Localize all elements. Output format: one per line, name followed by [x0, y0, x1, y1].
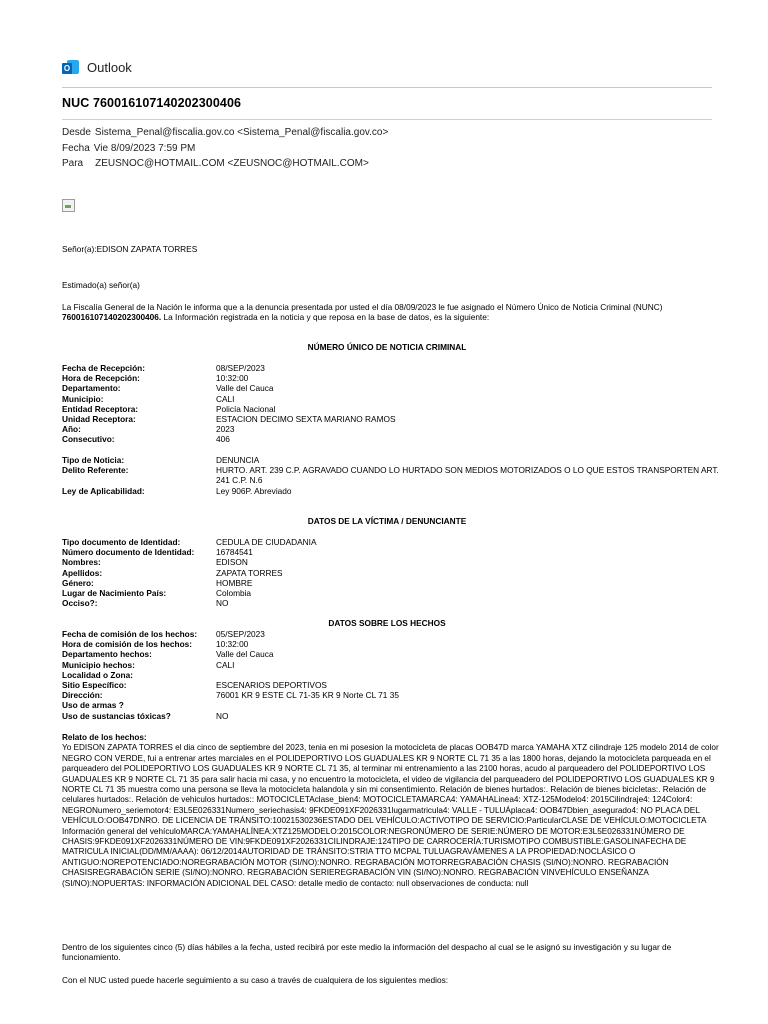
field-label: Occiso?:	[62, 598, 98, 609]
field-value: CEDULA DE CIUDADANIA	[216, 537, 317, 547]
field-value: Valle del Cauca	[216, 649, 274, 660]
to-line	[62, 158, 369, 169]
field-value: ESCENARIOS DEPORTIVOS	[216, 680, 327, 691]
section-title-nunc: NÚMERO ÚNICO DE NOTICIA CRIMINAL	[307, 342, 467, 352]
field-label: Año:	[62, 424, 81, 435]
field-row	[62, 711, 722, 721]
field-label: Género:	[62, 577, 94, 588]
date-label: Fecha	[62, 143, 90, 154]
field-label: Número documento de Identidad:	[62, 547, 195, 558]
field-value: HOMBRE	[216, 577, 253, 588]
field-row	[62, 547, 722, 557]
from-label: Desde	[62, 127, 91, 138]
field-value: Ley 906P. Abreviado	[216, 485, 292, 496]
to-value[interactable]: ZEUSNOC@HOTMAIL.COM <ZEUSNOC@HOTMAIL.COM>	[95, 158, 369, 169]
relato-title: Relato de los hechos:	[62, 733, 147, 742]
field-row	[62, 465, 722, 485]
outlook-icon: O	[62, 59, 79, 76]
field-label: Departamento hechos:	[62, 649, 152, 660]
field-label: Localidad o Zona:	[62, 669, 133, 680]
field-label: Fecha de Recepción:	[62, 363, 145, 373]
field-value: Valle del Cauca	[216, 383, 274, 394]
closing-paragraph-1: Dentro de los siguientes cinco (5) días hábiles a la fecha, usted recibirá por este medio la información del despacho al cual se le asignó su investigación y su lugar de funcionamiento.	[62, 942, 672, 962]
nunc-fields	[62, 363, 722, 445]
date-line	[62, 143, 195, 154]
from-line	[62, 127, 388, 138]
section-title-victima: DATOS DE LA VÍCTIMA / DENUNCIANTE	[307, 516, 467, 526]
field-label: Ley de Aplicabilidad:	[62, 485, 145, 496]
field-label: Nombres:	[62, 557, 101, 568]
field-label: Consecutivo:	[62, 434, 115, 445]
divider	[62, 87, 712, 88]
field-value: Policía Nacional	[216, 403, 276, 414]
field-label: Uso de sustancias tóxicas?	[62, 710, 171, 721]
app-name: Outlook	[87, 59, 132, 75]
field-label: Entidad Receptora:	[62, 403, 139, 414]
field-label: Tipo de Noticia:	[62, 455, 125, 465]
field-row	[62, 578, 722, 588]
field-row	[62, 660, 722, 670]
from-value[interactable]: Sistema_Penal@fiscalia.gov.co <Sistema_Penal@fiscalia.gov.co>	[94, 127, 389, 138]
field-row	[62, 588, 722, 598]
field-row	[62, 455, 722, 465]
date-value: Vie 8/09/2023 7:59 PM	[93, 143, 196, 154]
field-row	[62, 486, 722, 496]
field-row	[62, 568, 722, 578]
field-row	[62, 414, 722, 424]
noticia-fields	[62, 455, 722, 496]
field-row	[62, 680, 722, 690]
closing-paragraph-2: Con el NUC usted puede hacerle seguimiento a su caso a través de cualquiera de los siguientes medios:	[62, 975, 449, 985]
field-label: Sitio Específico:	[62, 680, 127, 691]
field-value: 10:32:00	[216, 373, 249, 384]
field-row	[62, 434, 722, 444]
field-label: Hora de comisión de los hechos:	[62, 639, 193, 650]
field-row	[62, 670, 722, 680]
field-row	[62, 383, 722, 393]
field-value: NO	[216, 598, 229, 609]
greeting: Estimado(a) señor(a)	[62, 280, 140, 290]
field-row	[62, 700, 722, 710]
divider	[62, 119, 712, 120]
field-value: Colombia	[216, 588, 252, 599]
field-value: EDISON	[216, 557, 248, 568]
intro-nunc: 760016107140202300406.	[62, 312, 162, 322]
field-value: 16784541	[216, 547, 253, 558]
field-row	[62, 363, 722, 373]
relato-text: Yo EDISON ZAPATA TORRES el dia cinco de septiembre del 2023, tenia en mi posesion la motocicleta de placas OOB47D marca YAMAHA XTZ cilindraje 125 modelo 2014 de color NEGRO CON VERDE, fui a entrenar artes marciales en el POLIDEPORTIVO LOS GUADUALES KR 9 NORTE CL 71 35 a las 1800 horas, dejando la motocicleta parqueada en el parqueadero del POLIDEPORTIVO LOS GUADUALES KR 9 NORTE CL 71 35, al terminar mi entrenamiento a las 2100 horas, acudo al parqueadero del POLIDEPORTIVO LOS GUADUALES KR 9 NORTE CL 71 35 para salir hacia mi casa, y no encuentro la motocicleta, el video de vigilancia del parqueadero del POLIDEPORTIVO LOS GUADUALES KR 9 NORTE CL 71 35 muestra como una persona se lleva la motocicleta halandola y sin mi consentimiento. Relación de bienes hurtados:. Relación de bienes bicicletas:. Relación de celulares hurtados:. Relación de vehiculos hurtados:: MOTOCICLETAclase_bien4: MOTOCICLETAMARCA4: YAMAHALinea4: XTZ-125Modelo4: 2015Cilindraje4: 124Color4: NEGRONumero_seriemotor4: E3L5E026331Numero_seriechasis4: 9FKDE091XF2026331lugarmatricula4: VALLE - TULUÁplaca4: OOB47Dbien_asegurado4: NO PLACA DEL VEHÍCULO:OOB47DNRO. DE LICENCIA DE TRÁNSITO:10021530236ESTADO DEL VEHÍCULO:ACTIVOTIPO DE SERVICIO:ParticularCLASE DE VEHÍCULO:MOTOCICLETA Información general del vehículoMARCA:YAMAHALÍNEA:XTZ125MODELO:2015COLOR:NEGRONÚMERO DE SERIE:NÚMERO DE MOTOR:E3L5E026331NÚMERO DE CHASIS:9FKDE091XF2026331NÚMERO DE VIN:9FKDE091XF2026331CILINDRAJE:124TIPO DE CARROCERÍA:TURISMOTIPO COMBUSTIBLE:GASOLINAFECHA DE MATRICULA INICIAL(DD/MM/AAAA): 06/12/2014AUTORIDAD DE TRÁNSITO:STRIA TTO MCPAL TULUAGRAVÁMENES A LA PROPIEDAD:NOCLÁSICO O ANTIGUO:NOREPOTENCIADO:NOREGRABACIÓN MOTOR (SI/NO):NONRO. REGRABACIÓN MOTORREGRABACIÓN CHASIS (SI/NO):NONRO. REGRABACIÓN CHASISREGRABACIÓN SERIE (SI/NO):NONRO. REGRABACIÓN SERIEREGRABACIÓN VIN (SI/NO):NONRO. REGRABACIÓN VINVEHÍCULO ENSEÑANZA (SI/NO):NOPUERTAS: INFORMACIÓN ADICIONAL DEL CASO: detalle medio de contacto: null observaciones de conducta: null	[62, 743, 719, 888]
email-subject: NUC 760016107140202300406	[62, 96, 242, 110]
field-value: 76001 KR 9 ESTE CL 71-35 KR 9 Norte CL 71 35	[216, 690, 399, 701]
intro-text-1: La Fiscalía General de la Nación le informa que a la denuncia presentada por usted el día 08/09/2023 le fue asignado el Número Único de Noticia Criminal (NUNC)	[62, 302, 663, 312]
field-label: Apellidos:	[62, 567, 103, 578]
field-row	[62, 404, 722, 414]
field-row	[62, 649, 722, 659]
field-value: 2023	[216, 424, 235, 435]
hechos-fields	[62, 629, 722, 721]
field-row	[62, 557, 722, 567]
field-row	[62, 598, 722, 608]
field-value: NO	[216, 710, 229, 721]
field-row	[62, 424, 722, 434]
section-title-hechos: DATOS SOBRE LOS HECHOS	[328, 618, 446, 628]
to-label: Para	[62, 158, 84, 169]
field-value: ESTACION DECIMO SEXTA MARIANO RAMOS	[216, 414, 396, 425]
field-value	[216, 670, 722, 680]
field-label: Unidad Receptora:	[62, 414, 136, 425]
field-row	[62, 690, 722, 700]
field-label: Hora de Recepción:	[62, 373, 140, 384]
field-value: 406	[216, 434, 230, 445]
field-label: Delito Referente:	[62, 465, 129, 476]
field-value: 10:32:00	[216, 639, 249, 650]
field-value: CALI	[216, 393, 235, 404]
field-value: 05/SEP/2023	[216, 629, 265, 639]
victima-fields	[62, 537, 722, 608]
field-value: CALI	[216, 659, 235, 670]
relato-section	[62, 733, 724, 889]
field-value: ZAPATA TORRES	[216, 567, 283, 578]
field-row	[62, 537, 722, 547]
field-row	[62, 639, 722, 649]
field-row	[62, 629, 722, 639]
field-label: Dirección:	[62, 690, 103, 701]
field-label: Departamento:	[62, 383, 121, 394]
field-label: Fecha de comisión de los hechos:	[62, 629, 198, 639]
field-label: Lugar de Nacimiento País:	[62, 588, 167, 599]
field-label: Tipo documento de Identidad:	[62, 537, 181, 547]
field-label: Municipio hechos:	[62, 659, 135, 670]
salutation: Señor(a):EDISON ZAPATA TORRES	[62, 244, 198, 254]
field-value	[216, 700, 722, 710]
field-row	[62, 394, 722, 404]
field-label: Uso de armas ?	[62, 700, 124, 711]
intro-paragraph	[62, 302, 712, 322]
field-label: Municipio:	[62, 393, 104, 404]
field-value: DENUNCIA	[216, 455, 260, 465]
intro-text-2: La Información registrada en la noticia y que reposa en la base de datos, es la siguiente:	[161, 312, 490, 322]
app-header	[62, 58, 132, 76]
field-row	[62, 373, 722, 383]
field-value: 08/SEP/2023	[216, 363, 265, 373]
broken-image-icon	[62, 199, 75, 212]
field-value: HURTO. ART. 239 C.P. AGRAVADO CUANDO LO HURTADO SON MEDIOS MOTORIZADOS O LO QUE ESTOS TRANSPORTEN ART. 241 C.P. N.6	[216, 465, 719, 486]
